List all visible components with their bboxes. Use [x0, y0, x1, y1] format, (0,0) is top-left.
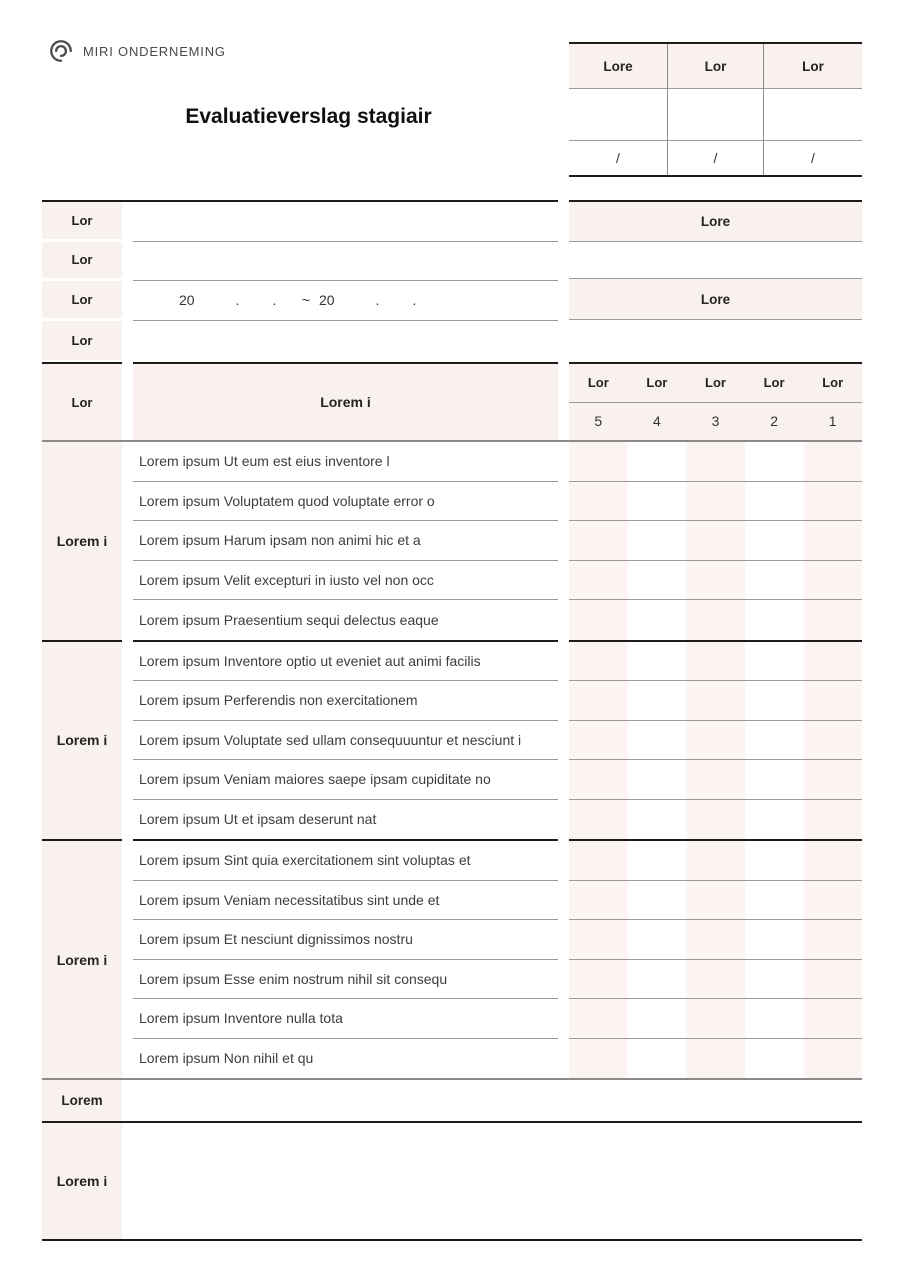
- rating-column-label: Lor: [646, 375, 668, 391]
- rating-columns-header: [569, 362, 862, 440]
- total-row-value: [122, 1080, 862, 1121]
- info-right-table: [569, 200, 862, 360]
- evaluation-item: Lorem ipsum Non nihil et qu: [139, 1050, 314, 1067]
- rating-column-label: Lor: [705, 375, 726, 391]
- period-dot: .: [235, 292, 240, 309]
- period-year: 20: [319, 292, 335, 309]
- info-row: [42, 281, 558, 321]
- rating-cells-row: [569, 841, 862, 881]
- info-row-label: Lor: [42, 281, 122, 321]
- info-row-value: [133, 242, 558, 282]
- period-dot: .: [375, 292, 380, 309]
- rating-cells-row: [569, 642, 862, 682]
- evaluation-item: Lorem ipsum Perferendis non exercitationem: [133, 681, 558, 721]
- info-right-blank: [569, 242, 862, 278]
- info-row-label: Lor: [42, 202, 122, 242]
- rating-label-row: [569, 364, 862, 402]
- period-dot: .: [412, 292, 417, 309]
- rating-cells-row: [569, 681, 862, 721]
- rating-score: 4: [652, 413, 661, 430]
- comment-row-label: Lorem i: [42, 1123, 122, 1240]
- info-row: [42, 202, 558, 242]
- group-category-label: Lorem i: [42, 442, 122, 640]
- info-row-value-period: [133, 281, 558, 321]
- total-row-label: Lorem: [42, 1080, 122, 1121]
- signoff-signature-cell: [764, 89, 862, 141]
- divider: [122, 839, 133, 1078]
- signoff-header-cell: Lor: [764, 44, 862, 89]
- logo-spiral-icon: [48, 38, 74, 64]
- divider: [558, 640, 569, 840]
- company-logo: [48, 38, 226, 64]
- evaluation-item: Lorem ipsum Esse enim nostrum nihil sit consequ: [133, 960, 558, 1000]
- group-category-label: Lorem i: [42, 640, 122, 840]
- evaluation-item: Lorem ipsum Harum ipsam non animi hic et a: [133, 521, 558, 561]
- period-tilde: ~: [301, 292, 311, 309]
- divider: [122, 442, 133, 640]
- rating-column-label: Lor: [587, 375, 609, 391]
- group-items: [133, 839, 558, 1078]
- signoff-date-cell: /: [569, 141, 667, 175]
- signoff-header-cell: Lore: [569, 44, 667, 89]
- evaluation-item: Lorem ipsum Sint quia exercitationem sint voluptas et: [133, 841, 558, 881]
- evaluation-item: Lorem ipsum Ut eum est eius inventore l: [133, 442, 558, 482]
- rating-column-label: Lor: [763, 375, 785, 391]
- evaluation-item: Lorem ipsum Voluptate sed ullam consequuuntur et nesciunt i: [133, 721, 558, 761]
- info-right-blank: [569, 320, 862, 360]
- rating-cells-row: [569, 920, 862, 960]
- info-row: [42, 242, 558, 282]
- rating-cells-row: [569, 721, 862, 761]
- period-dot: .: [272, 292, 277, 309]
- rating-score: 5: [594, 413, 603, 430]
- period-field: [133, 292, 558, 308]
- rating-cells-row: [569, 442, 862, 482]
- divider: [122, 640, 133, 840]
- divider: [122, 242, 133, 282]
- comment-row-value: [122, 1123, 862, 1240]
- signoff-date-cell: /: [764, 141, 862, 175]
- info-row-value: [133, 321, 558, 361]
- divider: [558, 442, 569, 640]
- rating-column-label: Lor: [822, 375, 844, 391]
- signoff-signature-cell: [667, 89, 764, 141]
- evaluation-group: [42, 640, 862, 840]
- rating-cells-row: [569, 521, 862, 561]
- signoff-date-row: [569, 141, 862, 175]
- rating-score: 3: [711, 413, 720, 430]
- company-name: MIRI ONDERNEMING: [83, 43, 226, 59]
- evaluation-table: [42, 362, 862, 1241]
- info-left-table: [42, 200, 558, 360]
- divider: [122, 321, 133, 361]
- evaluation-item: Lorem ipsum Praesentium sequi delectus eaque: [139, 611, 439, 628]
- category-column-header: Lor: [42, 362, 122, 440]
- rating-score: 1: [828, 413, 837, 430]
- rating-cells-row: [569, 561, 862, 601]
- rating-cells-row: [569, 960, 862, 1000]
- evaluation-item: Lorem ipsum Inventore optio ut eveniet aut animi facilis: [133, 642, 558, 682]
- signoff-signature-cell: [569, 89, 667, 141]
- group-items: [133, 442, 558, 640]
- rating-cells-row: [569, 1039, 862, 1079]
- group-rating-cells: [569, 640, 862, 840]
- evaluation-item: Lorem ipsum Voluptatem quod voluptate error o: [133, 482, 558, 522]
- evaluation-item: Lorem ipsum Et nesciunt dignissimos nostru: [133, 920, 558, 960]
- item-column-header: Lorem i: [133, 362, 558, 440]
- rating-score: 2: [770, 413, 778, 430]
- signoff-date-cell: /: [667, 141, 764, 175]
- period-year: 20: [179, 292, 195, 309]
- group-rating-cells: [569, 442, 862, 640]
- total-row: [42, 1078, 862, 1123]
- info-row-value: [133, 202, 558, 242]
- comment-row: [42, 1123, 862, 1242]
- group-items: [133, 640, 558, 840]
- rating-cells-row: [569, 999, 862, 1039]
- rating-score-row: [569, 403, 862, 441]
- evaluation-item: Lorem ipsum Ut et ipsam deserunt nat: [139, 811, 377, 828]
- info-row: [42, 321, 558, 361]
- evaluation-item: Lorem ipsum Inventore nulla tota: [133, 999, 558, 1039]
- evaluation-group: [42, 442, 862, 640]
- signoff-signature-row: [569, 89, 862, 141]
- info-right-header: Lore: [569, 202, 862, 242]
- evaluation-table-header: [42, 362, 862, 442]
- rating-cells-row: [569, 800, 862, 840]
- signoff-table: [569, 42, 862, 177]
- evaluation-group: [42, 839, 862, 1078]
- evaluation-item: Lorem ipsum Veniam maiores saepe ipsam cupiditate no: [133, 760, 558, 800]
- signoff-header-cell: Lor: [667, 44, 764, 89]
- info-row-label: Lor: [42, 321, 122, 361]
- info-row-label: Lor: [42, 242, 122, 282]
- signoff-header-row: [569, 44, 862, 89]
- divider: [558, 362, 569, 440]
- rating-cells-row: [569, 881, 862, 921]
- group-rating-cells: [569, 839, 862, 1078]
- divider: [122, 202, 133, 242]
- rating-cells-row: [569, 760, 862, 800]
- divider: [558, 839, 569, 1078]
- divider: [122, 281, 133, 321]
- rating-cells-row: [569, 600, 862, 640]
- divider: [122, 362, 133, 440]
- info-right-header: Lore: [569, 278, 862, 320]
- rating-cells-row: [569, 482, 862, 522]
- group-category-label: Lorem i: [42, 839, 122, 1078]
- evaluation-item: Lorem ipsum Velit excepturi in iusto vel non occ: [133, 561, 558, 601]
- info-section: [42, 200, 862, 360]
- page-title: Evaluatieverslag stagiair: [185, 105, 432, 128]
- evaluation-item: Lorem ipsum Veniam necessitatibus sint unde et: [133, 881, 558, 921]
